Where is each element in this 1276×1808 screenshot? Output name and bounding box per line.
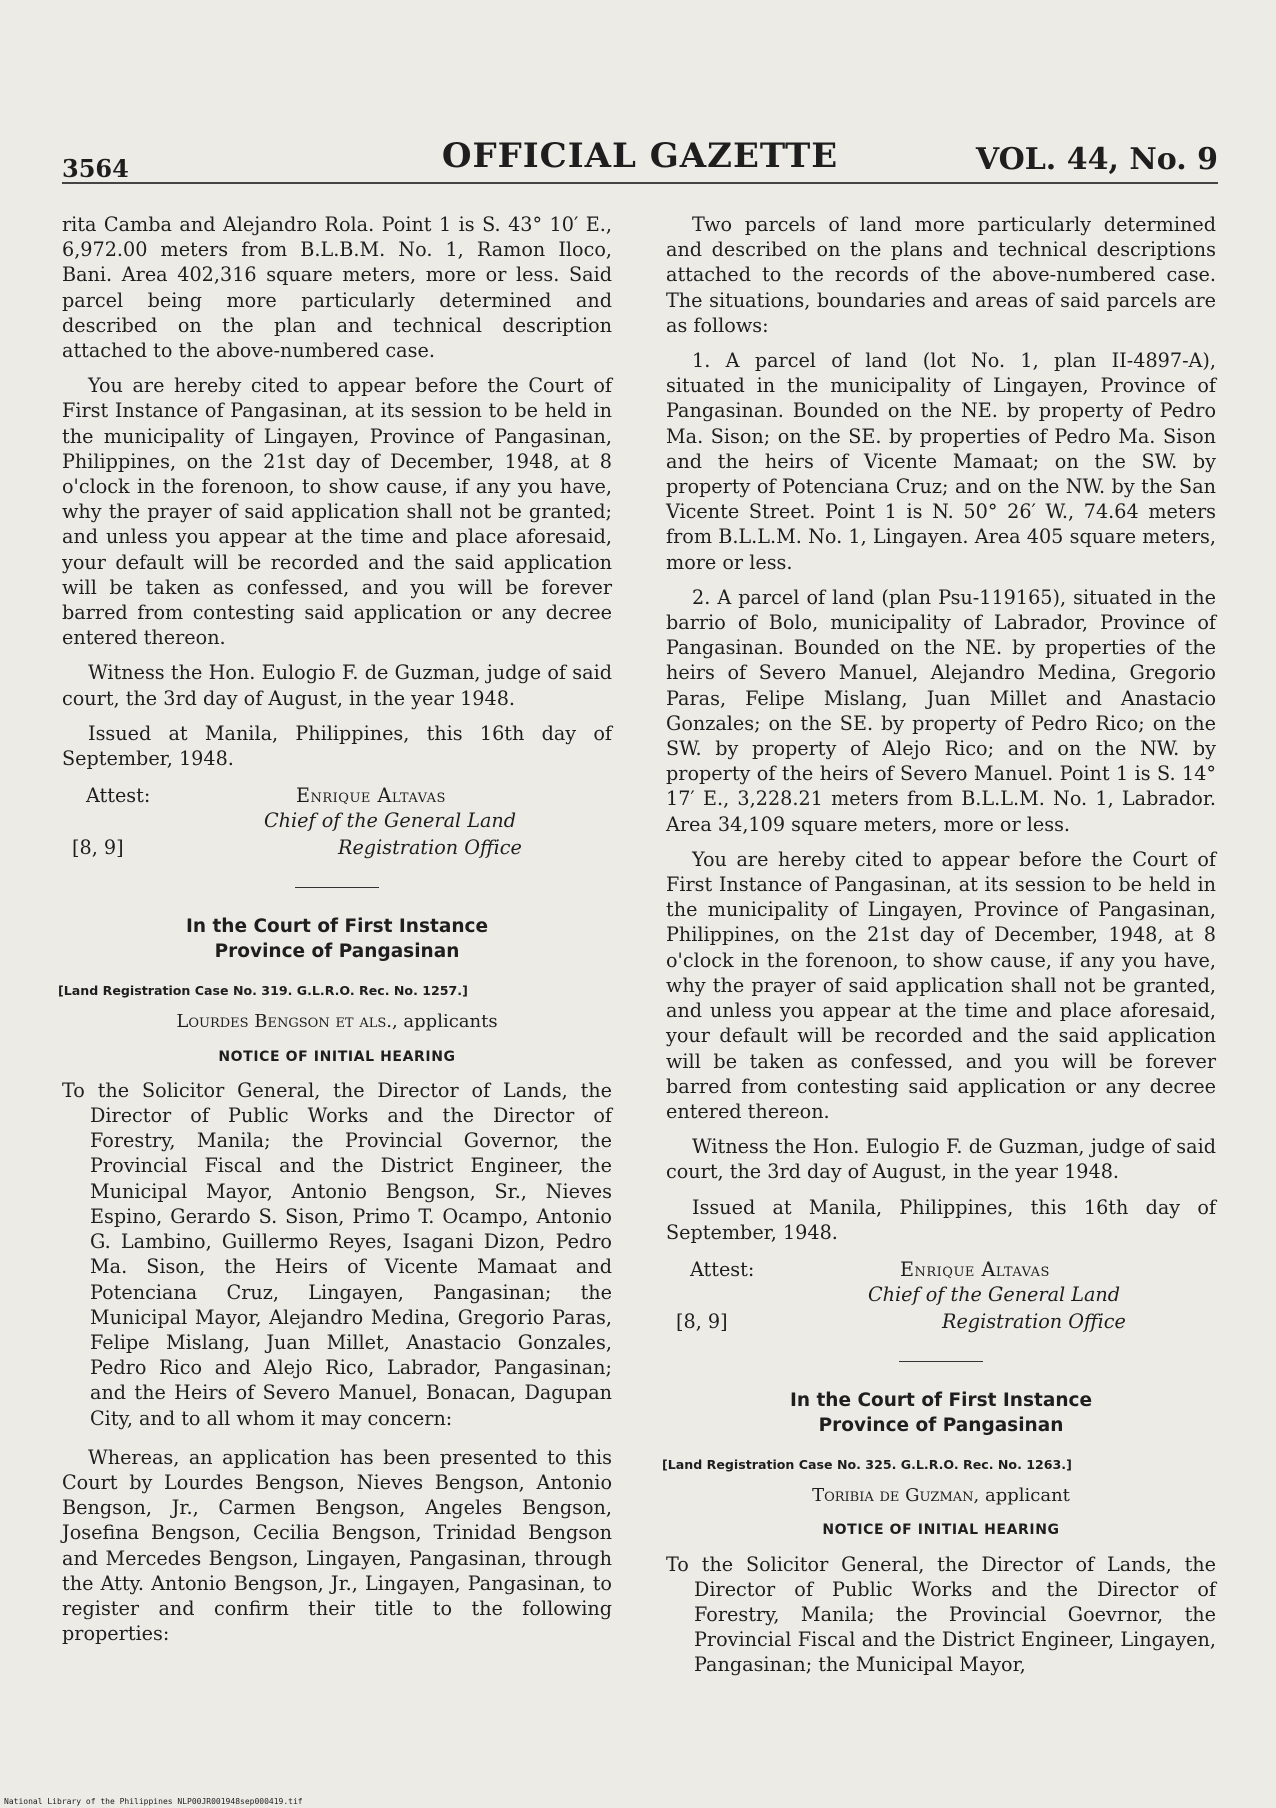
signatory-name: Enrique Altavas [296,784,446,808]
court-province: Province of Pangasinan [818,1414,1064,1436]
right-column [662,212,1216,1692]
court-heading [666,1388,1216,1438]
header-rule [62,182,1218,184]
signatory-title-line1: Chief of the General Land [264,809,517,833]
paragraph: You are hereby cited to appear before the Court of First Instance of Pangasinan, at its session to be held in the municipality of Lingayen, Province of Pangasinan, Philippines, on the 21st day of December, 1948, at 8 o'clock in the forenoon, to show cause, if any you have, why the prayer of said application shall not be granted, and unless you appear at the time and place aforesaid, your default will be recorded and the said application will be taken as confessed, and you will be forever barred from contesting said application or any decree entered thereon. [666,847,1216,1123]
signatory-title-line2: Registration Office [942,1309,1126,1333]
applicant-line [666,1483,1216,1508]
addressees-paragraph: To the Solicitor General, the Director of Lands, the Director of Public Works and the Director of Forestry, Manila; the Provincial Goevrnor, the Provincial Fiscal and the District Engineer, Lingayen, Pangasinan; the Municipal Mayor, [666,1552,1216,1677]
court-province: Province of Pangasinan [214,941,460,963]
court-name: In the Court of First Instance [789,1389,1093,1411]
signatory-title-line1: Chief of the General Land [868,1282,1121,1306]
paragraph: Two parcels of land more particularly determined and described on the plans and technical descriptions attached to the records of the above-numbered case. The situations, boundaries and areas of said parcels are as follows: [666,213,1216,337]
paragraph: 1. A parcel of land (lot No. 1, plan II-4897-A), situated in the municipality of Lingayen, Province of Pangasinan. Bounded on the NE. by property of Pedro Ma. Sison; on the SE. by properties of Pedro Ma. Sison and the heirs of Vicente Mamaat; on the SW. by property of Potenciana Cruz; and on the NW. by the San Vicente Street. Point 1 is N. 50° 26′ W., 74.64 meters from B.L.L.M. No. 1, Lingayen. Area 405 square meters, more or less. [666,349,1216,574]
paragraph: Witness the Hon. Eulogio F. de Guzman, judge of said court, the 3rd day of August, in the year 1948. [62,661,612,710]
paragraph: Issued at Manila, Philippines, this 16th day of September, 1948. [666,1195,1216,1244]
scan-footer: National Library of the Philippines NLP00JR001948sep000419.tif [4,1797,303,1806]
paragraph: Issued at Manila, Philippines, this 16th day of September, 1948. [62,721,612,771]
applicants-line [62,1009,612,1034]
attest-label: Attest: [86,784,151,808]
attestation-block [666,1257,1216,1339]
court-name: In the Court of First Instance [185,916,489,938]
applicants-name: Lourdes Bengson et als. [176,1011,392,1033]
section-divider [295,887,379,888]
paragraph: rita Camba and Alejandro Rola. Point 1 is S. 43° 10′ E., 6,972.00 meters from B.L.B.M. No. 1, Ramon Ilocо, Bani. Area 402,316 square meters, more or less. Said parcel being more particularly determined and described on the plan and technical description attached to the above-numbered case. [62,213,612,363]
issue-reference: [8, 9] [676,1309,728,1333]
paragraph: Witness the Hon. Eulogio F. de Guzman, judge of said court, the 3rd day of August, in the year 1948. [666,1135,1216,1184]
paragraph: You are hereby cited to appear before the Court of First Instance of Pangasinan, at its session to be held in the municipality of Lingayen, Province of Pangasinan, Philippines, on the 21st day of December, 1948, at 8 o'clock in the forenoon, to show cause, if any you have, why the prayer of said application shall not be granted; and unless you appear at the time and place aforesaid, your default will be recorded and the said application will be taken as confessed, and you will be forever barred from contesting said application or any decree entered thereon. [62,374,612,650]
issue-reference: [8, 9] [72,836,124,860]
paragraph: Whereas, an application has been presented to this Court by Lourdes Bengson, Nieves Bengson, Antonio Bengson, Jr., Carmen Bengson, Angeles Bengson, Josefina Bengson, Cecilia Bengson, Trinidad Bengson and Mercedes Bengson, Lingayen, Pangasinan, through the Atty. Antonio Bengson, Jr., Lingayen, Pangasinan, to register and confirm their title to the following properties: [62,1445,612,1646]
addressees-paragraph: To the Solicitor General, the Director of Lands, the Director of Public Works and the Director of Forestry, Manila; the Provincial Governor, the Provincial Fiscal and the District Engineer, the Municipal Mayor, Antonio Bengson, Sr., Nieves Espino, Gerardo S. Sison, Primo T. Ocampo, Antonio G. Lambino, Guillermo Reyes, Isagani Dizon, Pedro Ma. Sison, the Heirs of Vicente Mamaat and Potenciana Cruz, Lingayen, Pangasinan; the Municipal Mayor, Alejandro Medina, Gregorio Paras, Felipe Mislang, Juan Millet, Anastacio Gonzales, Pedro Rico and Alejo Rico, Labrador, Pangasinan; and the Heirs of Severo Manuel, Bonacan, Dagupan City, and to all whom it may concern: [62,1078,612,1430]
notice-title: NOTICE OF INITIAL HEARING [822,1522,1060,1539]
notice-title: NOTICE OF INITIAL HEARING [218,1048,456,1065]
applicant-suffix: , applicant [973,1485,1070,1507]
paragraph: 2. A parcel of land (plan Psu-119165), situated in the barrio of Bolo, municipality of Labrador, Province of Pangasinan. Bounded on the NE. by properties of the heirs of Severo Manuel, Alejandro Medina, Gregorio Paras, Felipe Mislang, Juan Millet and Anastacio Gonzales; on the SE. by property of Pedro Rico; on the SW. by property of Alejo Rico; and on the NW. by property of the heirs of Severo Manuel. Point 1 is S. 14° 17′ E., 3,228.21 meters from B.L.L.M. No. 1, Labrador. Area 34,109 square meters, more or less. [666,585,1216,836]
case-number: [Land Registration Case No. 325. G.L.R.O. Rec. No. 1263.] [662,1456,1072,1472]
applicants-suffix: , applicants [391,1011,498,1033]
signatory-title-line2: Registration Office [338,836,522,860]
case-number: [Land Registration Case No. 319. G.L.R.O. Rec. No. 1257.] [58,983,468,999]
applicant-name: Toribia de Guzman [812,1485,974,1507]
page-header [62,136,1218,183]
publication-title: OFFICIAL GAZETTE [441,136,839,176]
left-column [58,212,612,1656]
attestation-block [62,783,612,865]
attest-label: Attest: [690,1257,755,1281]
volume-number: VOL. 44, No. 9 [975,142,1218,177]
page-number: 3564 [62,154,129,183]
signatory-name: Enrique Altavas [900,1257,1050,1281]
court-heading [62,914,612,964]
section-divider [899,1361,983,1362]
